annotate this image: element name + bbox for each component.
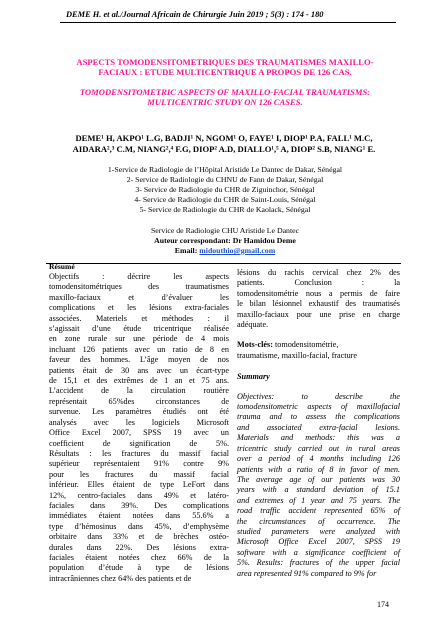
- resume-heading: Résumé: [49, 262, 75, 271]
- affiliation-3: 3- Service de Radiologie du CHR de Ziguinchor, Sénégal: [135, 185, 315, 194]
- affiliation-2: 2- Service de Radiologie du CHNU de Fann de Dakar, Sénégal: [126, 175, 324, 184]
- authors: [46, 133, 402, 155]
- correspondence-service: Service de Radiologie CHU Aristide Le Dantec: [150, 226, 300, 235]
- keywords: [237, 340, 400, 361]
- summary-line: the circumstances of occurrence. The: [237, 516, 400, 526]
- resume-line: maxillo-faciaux et d’évaluer les: [49, 292, 229, 302]
- resume-line: durales dans 22%. Des lésions extra-: [49, 542, 229, 552]
- keywords-line2: traumatisme, maxillo-facial, fracture: [237, 350, 358, 360]
- summary-line: and extremes of 1 year and 75 years. The: [237, 495, 400, 505]
- resume-line: de 15,1 et des extrêmes de 1 an et 75 ans.: [49, 376, 229, 386]
- summary-heading: Summary: [237, 372, 270, 382]
- header-rule: [60, 22, 396, 23]
- resume-line: 12%, centro-faciales dans 49% et latéro-: [49, 490, 229, 500]
- authors-line1: DEME¹ H, AKPO¹ L.G, BADJI¹ N, NGOM¹ O, FAYE¹ I, DIOP¹ P.A, FALL¹ M.C,: [75, 133, 373, 143]
- page-number: 174: [377, 600, 389, 609]
- resume-line: tomodensitométrie nous a permis de faire: [237, 288, 400, 298]
- resume-line: Office Excel 2007, SPSS 19 avec un: [49, 428, 229, 438]
- keywords-label: Mots-clés:: [237, 340, 273, 350]
- summary-line: Materials and methods: this was a: [237, 433, 400, 443]
- resume-line: analysés avec les logiciels Microsoft: [49, 417, 229, 427]
- title-en-line1: TOMODENSITOMETRIC ASPECTS OF MAXILLO-FACIAL TRAUMATISMS:: [79, 87, 371, 97]
- resume-line: le bilan lésionnel exhaustif des traumatisés: [237, 299, 400, 309]
- resume-line: maxillo-faciaux pour une prise en charge: [237, 309, 400, 319]
- summary-line: software with a significance coefficient of: [237, 547, 400, 557]
- resume-line: s’agissait d’une étude tricentrique réalisée: [49, 324, 229, 334]
- resume-line: pour les fractures du massif facial: [49, 469, 229, 479]
- resume-line: faciales étaient notées chez 66% de la: [49, 552, 229, 562]
- summary-line: trauma and to assess the complications: [237, 412, 400, 422]
- right-column: [237, 268, 400, 579]
- summary-line: studied parameters were analyzed with: [237, 526, 400, 536]
- resume-line: supérieur représentaient 91% contre 9%: [49, 459, 229, 469]
- email-line: [40, 246, 410, 256]
- summary-line: area represented 91% compared to 9% for: [237, 568, 377, 578]
- resume-line: incluant 126 patients avec un ratio de 8 en: [49, 344, 229, 354]
- title-fr-line1: ASPECTS TOMODENSITOMETRIQUES DES TRAUMATISMES MAXILLO-: [76, 57, 374, 67]
- resume-line: patients. Conclusion : la: [237, 278, 400, 288]
- affiliation-1: 1-Service de Radiologie de l’Hôpital Aristide Le Dantec de Dakar, Sénégal: [107, 165, 343, 174]
- resume-line: inférieur. Elles étaient de type LeFort dans: [49, 480, 229, 490]
- running-head: DEME H. et al./Journal Africain de Chirurgie Juin 2019 ; 5(3) : 174 - 180: [66, 10, 324, 19]
- summary-line: Objectives: to describe the: [237, 391, 400, 401]
- resume-line: Objectifs : décrire les aspects: [49, 272, 229, 281]
- resume-continuation: [237, 268, 400, 330]
- resume-column: [49, 262, 229, 584]
- email-label: Email:: [174, 246, 200, 255]
- summary-line: tomodensitometric aspects of maxillofacial: [237, 402, 400, 412]
- affiliation-5: 5- Service de Radiologie du CHR de Kaolack, Sénégal: [139, 205, 311, 214]
- email-link[interactable]: midouthio@gmail.com: [199, 246, 276, 255]
- resume-line: survenue. Les paramètres étudiés ont été: [49, 407, 229, 417]
- resume-line: associées. Materiels et méthodes : il: [49, 313, 229, 323]
- summary-line: 5%. Results: fractures of the upper facial: [237, 558, 400, 568]
- resume-line: lésions du rachis cervical chez 2% des: [237, 268, 400, 277]
- summary-line: road traffic accident represented 65% of: [237, 506, 400, 516]
- resume-line: Résultats : les fractures du massif facial: [49, 448, 229, 458]
- keywords-line1: tomodensitométrie,: [272, 340, 339, 350]
- resume-line: type d’hémosinus dans 45%, d’emphysème: [49, 521, 229, 531]
- resume-body: [49, 272, 229, 584]
- resume-line: faveur des hommes. L’âge moyen de nos: [49, 355, 229, 365]
- summary-line: The average age of our patients was 30: [237, 474, 400, 484]
- summary-line: Microsoft Office Excel 2007, SPSS 19: [237, 537, 400, 547]
- summary-line: over a period of 4 months including 126: [237, 454, 400, 464]
- resume-line: orbitaire dans 33% et de brèches ostéo-: [49, 532, 229, 542]
- resume-line: représentait 65%des circonstances de: [49, 396, 229, 406]
- summary-line: and associated extra-facial lesions.: [237, 422, 400, 432]
- summary-line: years with a standard deviation of 15.1: [237, 485, 400, 495]
- resume-line: coefficient de signification de 5%.: [49, 438, 229, 448]
- title-fr-line2: FACIAUX : ETUDE MULTICENTRIQUE A PROPOS DE 126 CAS.: [98, 67, 352, 77]
- resume-line: tomodensitométriques des traumatismes: [49, 282, 229, 292]
- resume-line: immédiates étaient notées dans 55.6% a: [49, 511, 229, 521]
- title-en-line2: MULTICENTRIC STUDY ON 126 CASES.: [147, 97, 303, 107]
- resume-line: L’accident de la circulation routière: [49, 386, 229, 396]
- resume-line: complications et les lésions extra-faciales: [49, 303, 229, 313]
- summary-line: patients with a ratio of 8 in favor of men.: [237, 464, 400, 474]
- resume-line: intracrâniennes chez 64% des patients et de: [49, 573, 192, 583]
- summary-line: tricentric study carried out in rural areas: [237, 443, 400, 453]
- authors-line2: AIDARA²,³ C.M, NIANG²,⁴ F.G, DIOP² A.D, DIALLO¹,⁵ A, DIOP² S.B, NIANG¹ E.: [72, 144, 376, 154]
- resume-line: patients était de 30 ans avec un écart-type: [49, 365, 229, 375]
- resume-line: en zone rurale sur une période de 4 mois: [49, 334, 229, 344]
- affiliation-4: 4- Service de Radiologie du CHR de Saint-Louis, Sénégal: [134, 195, 316, 204]
- resume-line: population d’étude à type de lésions: [49, 563, 229, 573]
- corresponding-author: Auteur correspondant: Dr Hamidou Deme: [154, 236, 296, 245]
- resume-line: faciales dans 39%. Des complications: [49, 500, 229, 510]
- resume-line: adéquate.: [237, 320, 269, 330]
- summary-body: [237, 392, 400, 579]
